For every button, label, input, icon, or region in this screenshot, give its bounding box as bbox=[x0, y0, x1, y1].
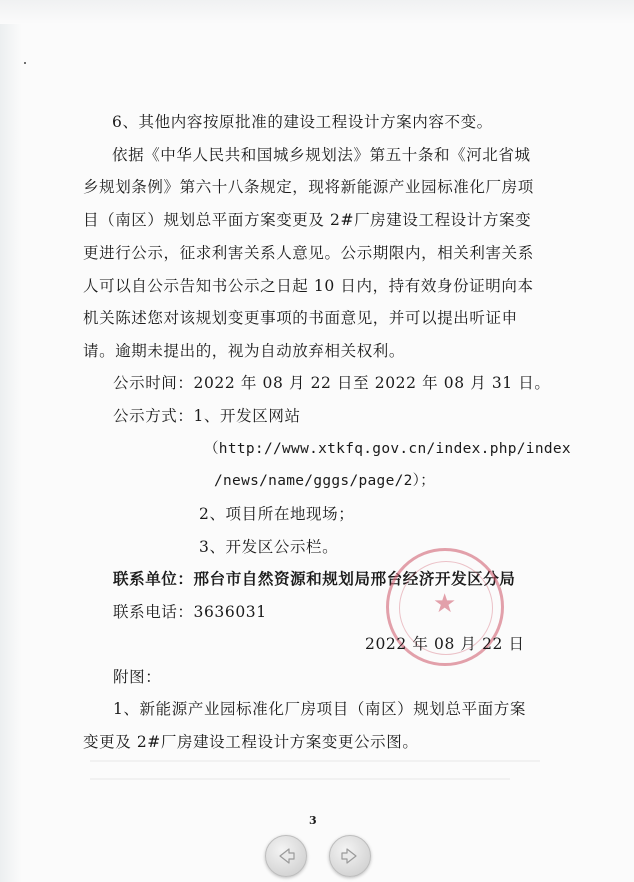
scan-edge-shadow bbox=[0, 0, 22, 882]
notice-url-line-2: /news/name/gggs/page/2）； bbox=[214, 473, 436, 489]
previous-page-button[interactable] bbox=[265, 835, 307, 877]
arrow-left-icon bbox=[274, 844, 298, 868]
attachment-line-1: 1、新能源产业园标准化厂房项目（南区）规划总平面方案 bbox=[113, 700, 526, 718]
text-line-2: 依据《中华人民共和国城乡规划法》第五十条和《河北省城 bbox=[112, 146, 531, 164]
notice-url-line-1: （http://www.xtkfq.gov.cn/index.php/index bbox=[204, 441, 571, 457]
bleed-through-line bbox=[90, 778, 510, 780]
page-number: 3 bbox=[309, 814, 317, 827]
text-line-4: 目（南区）规划总平面方案变更及 2#厂房建设工程设计方案变 bbox=[83, 211, 532, 229]
text-line-5: 更进行公示，征求利害关系人意见。公示期限内，相关利害关系 bbox=[83, 244, 534, 262]
attachment-line-2: 变更及 2#厂房建设工程设计方案变更公示图。 bbox=[83, 733, 419, 751]
seal-star-icon: ★ bbox=[433, 589, 457, 619]
next-page-button[interactable] bbox=[329, 835, 371, 877]
notice-method-3: 3、开发区公示栏。 bbox=[199, 538, 339, 556]
text-line-1: 6、其他内容按原批准的建设工程设计方案内容不变。 bbox=[112, 113, 493, 131]
scan-top-shadow bbox=[0, 0, 634, 24]
contact-phone: 联系电话：3636031 bbox=[113, 603, 267, 621]
attachment-heading: 附图： bbox=[113, 668, 162, 686]
notice-method-2: 2、项目所在地现场； bbox=[199, 505, 355, 523]
bleed-through-line bbox=[90, 760, 540, 762]
signature-date: 2022 年 08 月 22 日 bbox=[365, 635, 525, 653]
notice-period: 公示时间：2022 年 08 月 22 日至 2022 年 08 月 31 日。 bbox=[113, 374, 551, 392]
text-line-7: 机关陈述您对该规划变更事项的书面意见，并可以提出听证申 bbox=[83, 309, 518, 327]
text-line-3: 乡规划条例》第六十八条规定，现将新能源产业园标准化厂房项 bbox=[83, 178, 534, 196]
text-line-6: 人可以自公示告知书公示之日起 10 日内，持有效身份证明向本 bbox=[83, 277, 534, 295]
arrow-right-icon bbox=[338, 844, 362, 868]
contact-unit: 联系单位：邢台市自然资源和规划局邢台经济开发区分局 bbox=[113, 569, 516, 588]
scan-speck bbox=[24, 62, 26, 64]
text-line-8: 请。逾期未提出的，视为自动放弃相关权利。 bbox=[83, 342, 406, 360]
notice-method: 公示方式：1、开发区网站 bbox=[113, 407, 301, 425]
